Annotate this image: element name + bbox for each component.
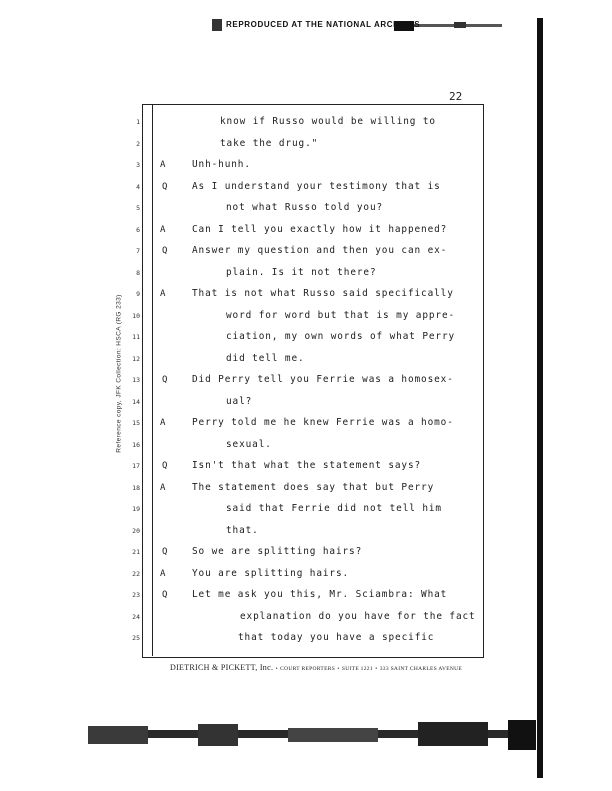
- transcript-line-text: So we are splitting hairs?: [192, 546, 363, 557]
- transcript-line-text: said that Ferrie did not tell him: [226, 503, 442, 514]
- transcript-line-text: take the drug.": [220, 137, 319, 149]
- line-number: 1: [136, 118, 140, 126]
- transcript-line-text: You are splitting hairs.: [192, 567, 350, 579]
- header-scan-smudge: [212, 19, 222, 31]
- transcript-line-text: ciation, my own words of what Perry: [226, 331, 456, 342]
- transcript-line-text: Did Perry tell you Ferrie was a homosex-: [192, 374, 454, 385]
- line-number: 12: [132, 354, 140, 363]
- line-number: 21: [132, 548, 140, 556]
- bottom-scan-smudge: [88, 716, 536, 756]
- transcript-line-text: Can I tell you exactly how it happened?: [192, 223, 448, 235]
- transcript-line-text: explanation do you have for the fact: [240, 610, 476, 622]
- footer-separator: •: [337, 666, 340, 672]
- transcript-line-text: That is not what Russo said specifically: [192, 288, 454, 299]
- transcript-line-text: word for word but that is my appre-: [226, 309, 456, 321]
- transcript-line-text: did tell me.: [226, 352, 305, 364]
- footer-separator: •: [375, 666, 378, 672]
- line-number: 20: [132, 526, 140, 535]
- line-number: 14: [132, 397, 140, 406]
- footer-suite: SUITE 1221: [341, 666, 373, 672]
- footer-company: DIETRICH & PICKETT, Inc.: [170, 663, 274, 672]
- scan-edge-bar: [537, 18, 543, 778]
- transcript-line-text: know if Russo would be willing to: [220, 116, 436, 127]
- transcript-line-text: Unh-hunh.: [192, 159, 251, 170]
- speaker-label: Q: [162, 181, 168, 192]
- transcript-line-text: ual?: [226, 395, 253, 407]
- transcript-line-text: Perry told me he knew Ferrie was a homo-: [192, 417, 454, 428]
- archive-header: REPRODUCED AT THE NATIONAL ARCHIVES: [226, 20, 421, 29]
- speaker-label: Q: [162, 590, 168, 600]
- line-number: 8: [136, 268, 140, 277]
- line-number: 2: [136, 139, 140, 148]
- transcript-line-text: that today you have a specific: [238, 632, 435, 643]
- transcript-line-text: sexual.: [226, 438, 272, 450]
- transcript-margin-line: [152, 104, 153, 656]
- line-number: 23: [132, 591, 140, 599]
- speaker-label: A: [160, 224, 166, 235]
- line-number: 9: [136, 290, 140, 298]
- line-number: 25: [132, 634, 140, 642]
- line-number: 3: [136, 161, 140, 169]
- page-number: 22: [449, 90, 463, 103]
- transcript-line-text: The statement does say that but Perry: [192, 481, 435, 493]
- line-number: 4: [136, 182, 140, 191]
- line-number: 18: [132, 483, 140, 492]
- line-number: 10: [132, 311, 140, 320]
- transcript-line-text: Let me ask you this, Mr. Sciambra: What: [192, 589, 448, 600]
- transcript-line-text: that.: [226, 524, 259, 536]
- line-number: 16: [132, 440, 140, 449]
- speaker-label: A: [160, 289, 166, 299]
- transcript-line-text: Answer my question and then you can ex-: [192, 245, 448, 256]
- line-number: 7: [136, 247, 140, 255]
- line-number: 19: [132, 505, 140, 513]
- line-number: 13: [132, 376, 140, 384]
- transcript-line-text: not what Russo told you?: [226, 202, 384, 213]
- transcript-line-text: As I understand your testimony that is: [192, 180, 441, 192]
- reference-stamp: Reference copy, JFK Collection: HSCA (RG 233): [115, 294, 123, 453]
- speaker-label: A: [160, 160, 166, 170]
- transcript-line-text: plain. Is it not there?: [226, 266, 377, 278]
- speaker-label: Q: [162, 461, 168, 471]
- line-number: 6: [136, 225, 140, 234]
- line-number: 22: [132, 569, 140, 578]
- footer-service: COURT REPORTERS: [280, 666, 336, 672]
- speaker-label: A: [160, 482, 166, 493]
- line-number: 15: [132, 419, 140, 427]
- line-number: 17: [132, 462, 140, 470]
- footer-address: 333 SAINT CHARLES AVENUE: [379, 666, 463, 672]
- line-number: 5: [136, 204, 140, 212]
- speaker-label: A: [160, 418, 166, 428]
- speaker-label: A: [160, 568, 166, 579]
- line-number: 24: [132, 612, 140, 621]
- speaker-label: Q: [162, 547, 168, 557]
- transcript-line-text: Isn't that what the statement says?: [192, 460, 422, 471]
- footer: [170, 663, 462, 672]
- line-number: 11: [132, 333, 140, 341]
- footer-separator: •: [275, 666, 278, 672]
- speaker-label: Q: [162, 246, 168, 256]
- speaker-label: Q: [162, 375, 168, 385]
